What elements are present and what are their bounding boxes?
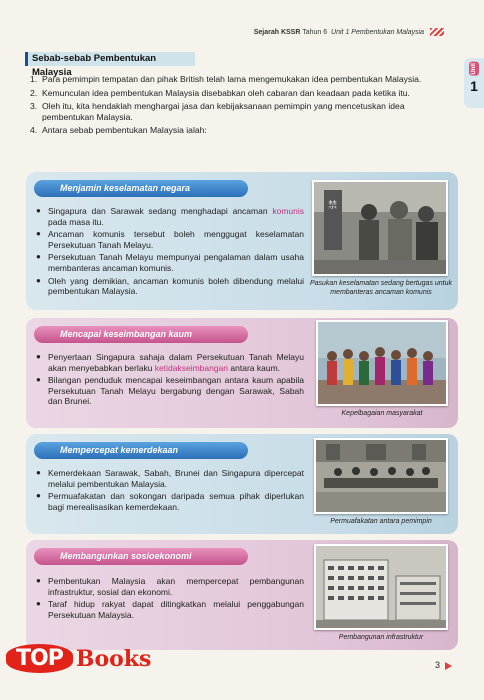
leaders-meeting-photo	[314, 438, 448, 514]
intro-text: Kemunculan idea pembentukan Malaysia disebabkan oleh cabaran dan keadaan pada ketika itu.	[42, 87, 410, 98]
card-bullets	[36, 352, 304, 409]
card-keseimbangan-kaum	[26, 318, 458, 428]
logo-books: Books	[75, 645, 152, 672]
running-header	[254, 28, 444, 36]
card-bullets	[36, 576, 304, 622]
bullet-text-tail: antara kaum.	[228, 362, 281, 373]
bullet-item: ● Persekutuan Tanah Melayu mempunyai pengalaman dalam usaha membanteras ancaman komunis.	[36, 252, 304, 273]
card-bullets	[36, 206, 304, 299]
bullet-text: Bilangan penduduk mencapai keseimbangan antara kaum apabila Persekutuan Tanah Melayu bergabung dengan Sarawak, Sabah dan Brunei.	[48, 375, 304, 407]
header-stripe-icon	[430, 28, 444, 36]
bullet-text: Kemerdekaan Sarawak, Sabah, Brunei dan Singapura dipercepat melalui pembentukan Malaysia.	[48, 468, 304, 489]
security-forces-photo	[312, 180, 448, 276]
intro-text: Antara sebab pembentukan Malaysia ialah:	[42, 125, 207, 136]
intro-item	[30, 88, 450, 99]
intro-number: 1.	[30, 74, 38, 84]
header-year: Tahun 6	[302, 28, 328, 36]
intro-number: 3.	[30, 101, 38, 112]
card-kemerdekaan	[26, 434, 458, 534]
infrastructure-photo	[314, 544, 448, 630]
diverse-society-photo	[316, 320, 448, 406]
highlight-term: komunis	[272, 206, 304, 216]
card-title: Membangunkan sosioekonomi	[34, 548, 248, 565]
svg-text:禁: 禁	[328, 200, 338, 210]
photo-caption: Pembangunan infrastruktur	[338, 634, 424, 641]
intro-item	[30, 125, 450, 136]
bullet-text: Pembentukan Malaysia akan mempercepat pembangunan infrastruktur, sosial dan ekonomi.	[48, 576, 304, 597]
page-number: 3	[434, 660, 440, 670]
bullet-item: ● Permuafakatan dan sokongan daripada semua pihak diperlukan bagi merealisasikan kemerdekaan.	[36, 491, 304, 512]
bullet-text: Penyertaan Singapura sahaja dalam Persekutuan Tanah Melayu akan menyebabkan berlaku	[48, 352, 304, 373]
bullet-text: Permuafakatan dan sokongan daripada semua pihak diperlukan bagi merealisasikan kemerdekaan.	[48, 491, 304, 512]
intro-item	[30, 74, 450, 85]
unit-side-tab	[464, 58, 484, 108]
intro-text: Para pemimpin tempatan dan pihak British telah lama mengemukakan idea pembentukan Malaysia.	[42, 74, 422, 84]
bullet-item: ● Singapura dan Sarawak sedang menghadapi ancaman komunis pada masa itu.	[36, 206, 304, 227]
highlight-term: ketidakseimbangan	[154, 362, 229, 373]
card-sosioekonomi	[26, 540, 458, 650]
bullet-item: ● Taraf hidup rakyat dapat ditingkatkan melalui penggabungan Persekutuan Malaysia.	[36, 599, 304, 620]
bullet-item: ● Kemerdekaan Sarawak, Sabah, Brunei dan Singapura dipercepat melalui pembentukan Malaysia.	[36, 468, 304, 489]
intro-number: 2.	[30, 87, 38, 98]
bullet-item: ● Bilangan penduduk mencapai keseimbangan antara kaum apabila Persekutuan Tanah Melayu bergabung dengan Sarawak, Sabah dan Brunei.	[36, 375, 304, 407]
unit-tab-label: Unit	[471, 63, 477, 75]
bullet-text: Persekutuan Tanah Melayu mempunyai pengalaman dalam usaha membanteras ancaman komunis.	[48, 252, 304, 273]
card-title: Mempercepat kemerdekaan	[34, 442, 248, 459]
bullet-text: Singapura dan Sarawak sedang menghadapi ancaman	[48, 206, 273, 216]
bullet-text: Ancaman komunis tersebut boleh menggugat keselamatan Persekutuan Tanah Melayu.	[48, 229, 304, 250]
unit-tab-number: 1	[470, 77, 478, 94]
intro-number: 4.	[30, 125, 38, 136]
header-subject: Sejarah KSSR	[253, 28, 301, 36]
topbooks-logo	[6, 644, 151, 673]
intro-text: Oleh itu, kita hendaklah menghargai jasa dan kebijaksanaan pemimpin yang mencetuskan idea pembentukan Malaysia.	[42, 101, 405, 122]
bullet-text: Oleh yang demikian, ancaman komunis boleh dibendung melalui pembentukan Malaysia.	[48, 275, 304, 297]
bullet-item: ● Penyertaan Singapura sahaja dalam Persekutuan Tanah Melayu akan menyebabkan berlaku ketidakseimbangan antara kaum.	[36, 352, 304, 373]
card-bullets	[36, 468, 304, 514]
bullet-text-tail: pada masa itu.	[48, 216, 104, 227]
photo-caption: Pasukan keselamatan sedang bertugas untuk membanteras ancaman komunis	[309, 280, 453, 296]
photo-caption: Permuafakatan antara pemimpin	[330, 518, 432, 525]
photo-caption: Kepelbagaian masyarakat	[341, 410, 423, 417]
card-title: Mencapai keseimbangan kaum	[34, 326, 248, 343]
bullet-item: ● Pembentukan Malaysia akan mempercepat pembangunan infrastruktur, sosial dan ekonomi.	[36, 576, 304, 597]
section-title: Sebab-sebab Pembentukan Malaysia	[25, 52, 195, 66]
bullet-text: Taraf hidup rakyat dapat ditingkatkan melalui penggabungan Persekutuan Malaysia.	[48, 599, 304, 620]
logo-top: TOP	[6, 644, 73, 673]
bullet-item: ● Oleh yang demikian, ancaman komunis boleh dibendung melalui pembentukan Malaysia.	[36, 275, 304, 297]
card-title: Menjamin keselamatan negara	[34, 180, 248, 197]
intro-list	[30, 74, 450, 139]
page-arrow-icon	[445, 662, 452, 670]
header-unit: Unit 1 Pembentukan Malaysia	[331, 28, 425, 36]
intro-item	[30, 101, 450, 122]
card-keselamatan	[26, 172, 458, 310]
bullet-item: ● Ancaman komunis tersebut boleh menggugat keselamatan Persekutuan Tanah Melayu.	[36, 229, 304, 250]
